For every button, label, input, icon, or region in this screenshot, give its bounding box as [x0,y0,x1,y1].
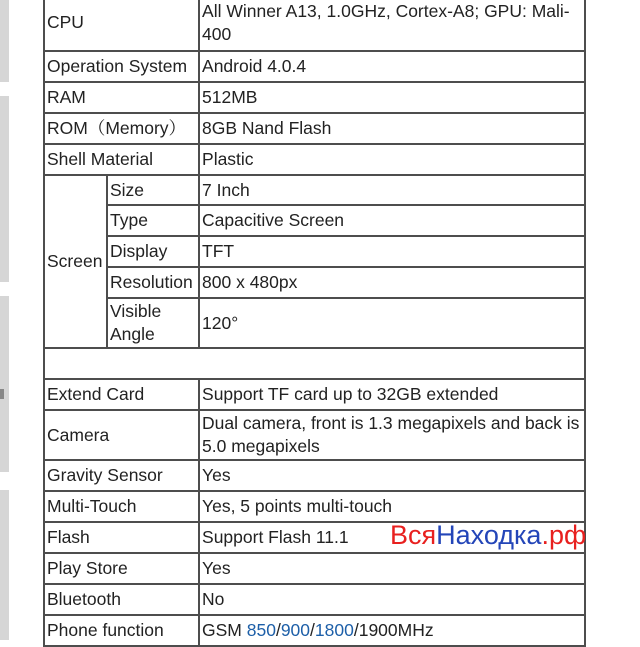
spec-value: Yes [199,460,585,491]
page-edge-top [0,0,9,82]
spec-value: Dual camera, front is 1.3 megapixels and back is 5.0 megapixels [199,410,585,460]
spec-label: ROM（Memory） [44,113,199,144]
spec-value: 512MB [199,82,585,113]
spec-label: Extend Card [44,379,199,410]
page-edge-lower [0,296,9,472]
site-watermark [390,520,586,550]
table-row-bluetooth [44,584,585,615]
spec-value: TFT [199,236,585,267]
spec-value-phone [199,615,585,646]
table-row-shell [44,144,585,175]
table-row-gap [44,348,585,379]
spec-sublabel: Size [107,175,199,205]
spec-label: Operation System [44,51,199,82]
page-edge-middle [0,96,9,282]
spec-label: Play Store [44,553,199,584]
band-850-link[interactable]: 850 [246,620,276,640]
spec-value: All Winner A13, 1.0GHz, Cortex-A8; GPU: Mali-400 [199,0,585,51]
spec-label: Bluetooth [44,584,199,615]
spec-label: CPU [44,0,199,51]
spec-value: 7 Inch [199,175,585,205]
spec-value: 120° [199,298,585,348]
spec-value: 8GB Nand Flash [199,113,585,144]
spec-value: 800 x 480px [199,267,585,298]
spec-sublabel: Resolution [107,267,199,298]
phone-suffix: /1900MHz [353,620,434,640]
spec-label-screen: Screen [44,175,107,348]
band-separator: / [310,620,315,640]
spec-label: Camera [44,410,199,460]
table-row-camera [44,410,585,460]
spec-sublabel: Display [107,236,199,267]
spec-value: Capacitive Screen [199,205,585,236]
table-row-screen-angle [44,298,585,348]
table-row-ram [44,82,585,113]
table-row-gravity [44,460,585,491]
watermark-part-vsya: Вся [390,520,437,550]
spec-label: Flash [44,522,199,553]
spec-label: RAM [44,82,199,113]
band-separator: / [275,620,281,640]
table-row-rom [44,113,585,144]
table-row-screen-resolution [44,267,585,298]
table-row-playstore [44,553,585,584]
edge-marker [0,389,4,399]
spec-sublabel: Type [107,205,199,236]
blank-row [44,348,585,379]
spec-label: Shell Material [44,144,199,175]
table-row-multitouch [44,491,585,522]
spec-value: Android 4.0.4 [199,51,585,82]
watermark-part-nakhodka: Находка [436,520,542,550]
spec-value: No [199,584,585,615]
table-row-screen-display [44,236,585,267]
spec-sublabel: Visible Angle [107,298,199,348]
band-1800-link[interactable]: 1800 [314,620,354,640]
spec-label: Multi-Touch [44,491,199,522]
table-row-screen-size [44,175,585,205]
spec-value: Support Flash 11.1 [199,522,585,553]
spec-label: Phone function [44,615,199,646]
spec-value: Plastic [199,144,585,175]
spec-label: Gravity Sensor [44,460,199,491]
spec-value: Yes [199,553,585,584]
table-row-os [44,51,585,82]
spec-value: Support TF card up to 32GB extended [199,379,585,410]
phone-prefix: GSM [202,620,247,640]
table-row-screen-type [44,205,585,236]
table-row-extend-card [44,379,585,410]
band-900-link[interactable]: 900 [280,620,311,640]
table-row-cpu [44,0,585,51]
watermark-part-rf: .рф [541,520,587,550]
page-edge-bottom [0,490,9,640]
table-row-phone [44,615,585,646]
spec-value: Yes, 5 points multi-touch [199,491,585,522]
